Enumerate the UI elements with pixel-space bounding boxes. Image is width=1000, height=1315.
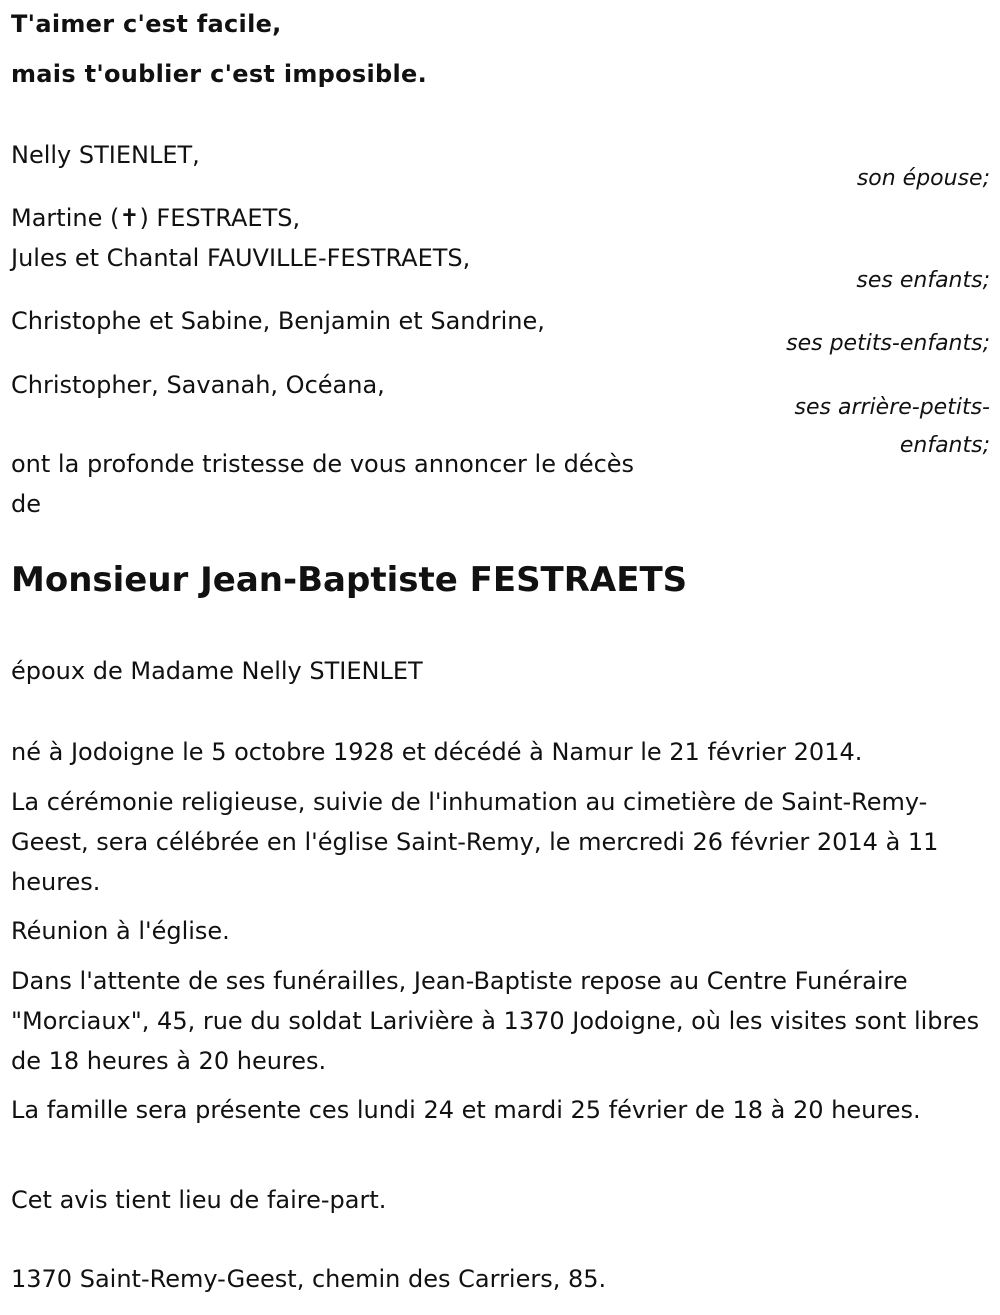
spouse-of-line: époux de Madame Nelly STIENLET: [11, 657, 423, 685]
child-name-1: Martine (✝) FESTRAETS,: [11, 204, 301, 232]
child-name-2: Jules et Chantal FAUVILLE-FESTRAETS,: [11, 244, 471, 272]
grandchildren-names: Christophe et Sabine, Benjamin et Sandrine,: [11, 307, 545, 335]
relation-children: ses enfants;: [856, 268, 990, 293]
paragraph-ceremony: La cérémonie religieuse, suivie de l'inhumation au cimetière de Saint-Remy-Geest, sera célébrée en l'église Saint-Remy, le mercredi 26 février 2014 à 11 heures.: [11, 788, 939, 896]
paragraph-family-presence: La famille sera présente ces lundi 24 et mardi 25 février de 18 à 20 heures.: [11, 1096, 921, 1124]
paragraph-notice: Cet avis tient lieu de faire-part.: [11, 1186, 387, 1214]
quote-line-1: T'aimer c'est facile,: [11, 10, 282, 38]
relation-great-grandchildren-2: enfants;: [899, 433, 990, 458]
relation-great-grandchildren-1: ses arrière-petits-: [794, 395, 990, 420]
address-line: 1370 Saint-Remy-Geest, chemin des Carriers, 85.: [11, 1265, 607, 1293]
deceased-name: Monsieur Jean-Baptiste FESTRAETS: [11, 560, 688, 600]
paragraph-birth-death: né à Jodoigne le 5 octobre 1928 et décédé à Namur le 21 février 2014.: [11, 738, 863, 766]
relation-grandchildren: ses petits-enfants;: [786, 331, 990, 356]
announcement-line-2: de: [11, 490, 41, 518]
paragraph-meeting: Réunion à l'église.: [11, 917, 230, 945]
great-grandchildren-names: Christopher, Savanah, Océana,: [11, 371, 385, 399]
paragraph-funeral-home: Dans l'attente de ses funérailles, Jean-Baptiste repose au Centre Funéraire "Morciaux", 45, rue du soldat Larivière à 1370 Jodoigne, où les visites sont libres de 18 heures à 20 heures.: [11, 967, 980, 1075]
announcement-line-1: ont la profonde tristesse de vous annoncer le décès: [11, 450, 635, 478]
relation-spouse: son épouse;: [856, 166, 990, 191]
spouse-name: Nelly STIENLET,: [11, 141, 200, 169]
quote-line-2: mais t'oublier c'est imposible.: [11, 60, 428, 88]
